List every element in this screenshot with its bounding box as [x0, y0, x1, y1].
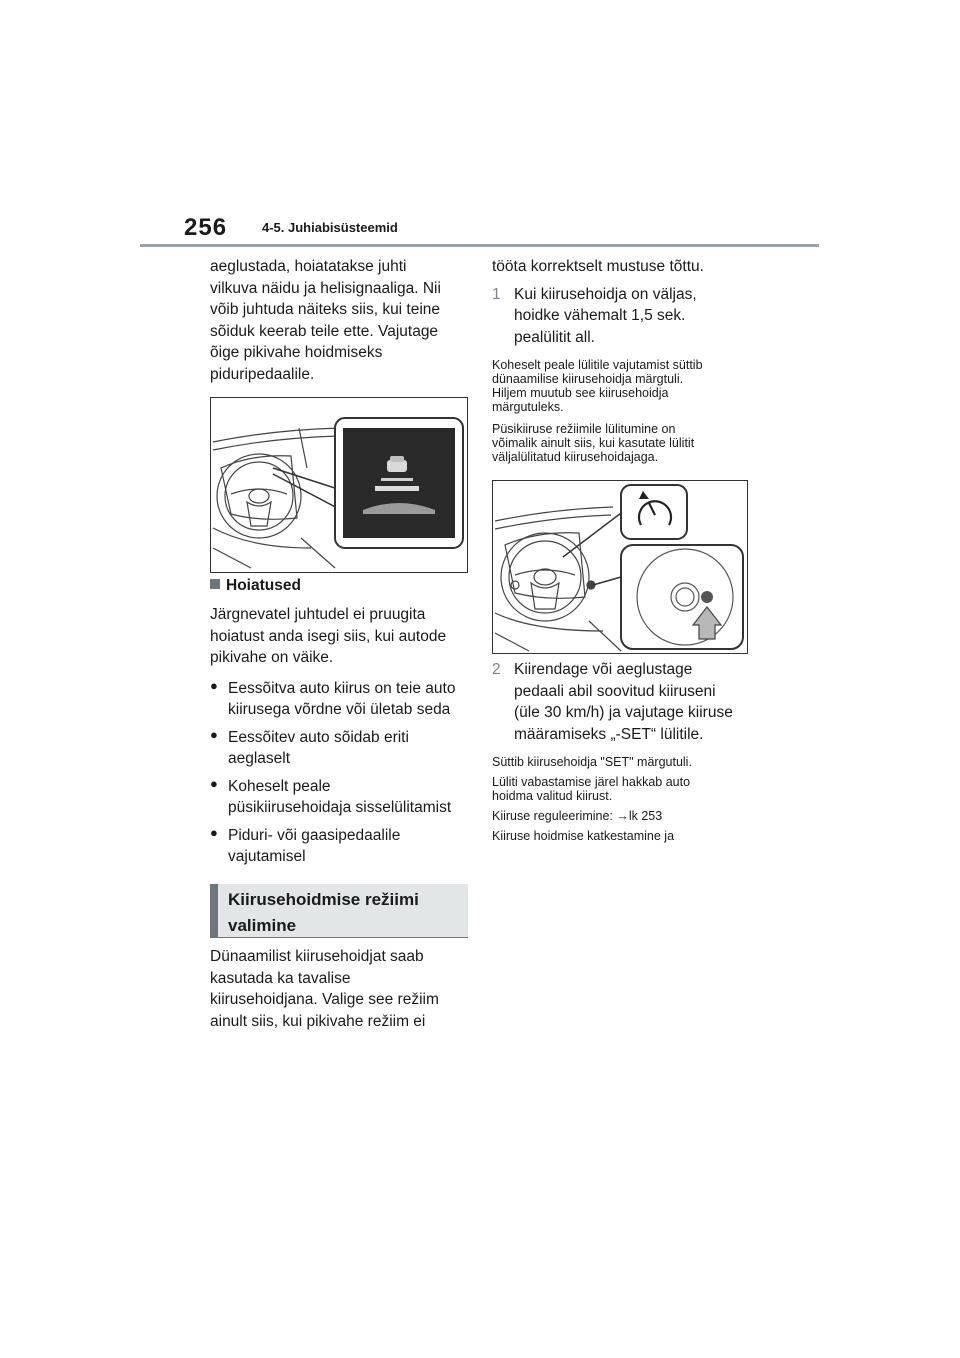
right-column-bottom — [492, 659, 754, 843]
note-3: Süttib kiirusehoidja "SET" märgutuli. — [492, 755, 692, 769]
figure-distance-warning — [210, 397, 468, 573]
note-2: Püsikiiruse režiimile lülitumine on võimalik ainult siis, kui kasutate lülitit väljalülitatud kiirusehoidajaga. — [492, 422, 695, 464]
figure-cruise-switch — [492, 480, 748, 654]
note-4: Lüliti vabastamise järel hakkab auto hoidma valitud kiirust. — [492, 775, 691, 803]
list-item: ● Koheselt peale püsikiirusehoidaja sisselülitamist — [210, 776, 470, 819]
step-1: 1 Kui kiirusehoidja on väljas, hoidke vähemalt 1,5 sek. pealülitit all. — [492, 285, 697, 346]
step-2: 2 Kiirendage või aeglustage pedaali abil soovitud kiiruseni (üle 30 km/h) ja vajutage kiiruse määramiseks „-SET“ lülitile. — [492, 661, 733, 743]
note-6: Kiiruse hoidmise katkestamine ja — [492, 829, 675, 843]
list-item: ● Eessõitev auto sõidab eriti aeglaselt — [210, 727, 470, 770]
header-rule — [140, 244, 819, 247]
mode-paragraph: Dünaamilist kiirusehoidjat saab kasutada ka tavalise kiirusehoidjana. Valige see režiim ainult siis, kui pikivahe režiim ei — [210, 948, 439, 1030]
page-number: 256 — [184, 214, 228, 241]
intro-paragraph: aeglustada, hoiatatakse juhti vilkuva näidu ja helisignaaliga. Nii võib juhtuda näiteks siis, kui teine sõiduk keerab teile ette. Vajutage õige pikivahe hoidmiseks piduripedaalile. — [210, 258, 441, 383]
warnings-section: Hoiatused Järgnevatel juhtudel ei pruugita hoiatust anda isegi siis, kui autode pikivahe on väike. ● Eessõitva auto kiirus on teie auto kiirusega võrdne või ületab seda ● Eessõitev auto sõidab eriti aeglaselt ● Koheselt peale püsikiirusehoidaja sisselülitamist ● Piduri- või gaasipedaalile vajutamisel — [210, 577, 470, 868]
note-1: Koheselt peale lülitile vajutamist süttib dünaamilise kiirusehoidja märgtuli. Hiljem muutub see kiirusehoidja märgutuleks. — [492, 358, 703, 414]
warnings-heading: Hoiatused — [210, 577, 470, 595]
dashboard-illustration — [211, 398, 466, 571]
steering-wheel-illustration — [493, 481, 746, 652]
list-item: ● Eessõitva auto kiirus on teie auto kiirusega võrdne või ületab seda — [210, 678, 470, 721]
mode-heading: Kiirusehoidmise režiimi valimine — [210, 884, 468, 938]
list-item: ● Piduri- või gaasipedaalile vajutamisel — [210, 825, 470, 868]
right-column-top: tööta korrektselt mustuse tõttu. 1 Kui kiirusehoidja on väljas, hoidke vähemalt 1,5 sek. pealülitit all. Koheselt peale lülitile vajutamist süttib dünaamilise kiirusehoidja märgtuli. Hiljem muutub see kiirusehoidja märgutuleks. Püsikiiruse režiimile lülitumine on võimalik ainult siis, kui kasutate lülitit väljalülitatud kiirusehoidajaga. — [492, 256, 754, 464]
note-5: Kiiruse reguleerimine: →lk 253 — [492, 809, 663, 823]
section-title: 4-5. Juhiabisüsteemid — [262, 220, 398, 235]
